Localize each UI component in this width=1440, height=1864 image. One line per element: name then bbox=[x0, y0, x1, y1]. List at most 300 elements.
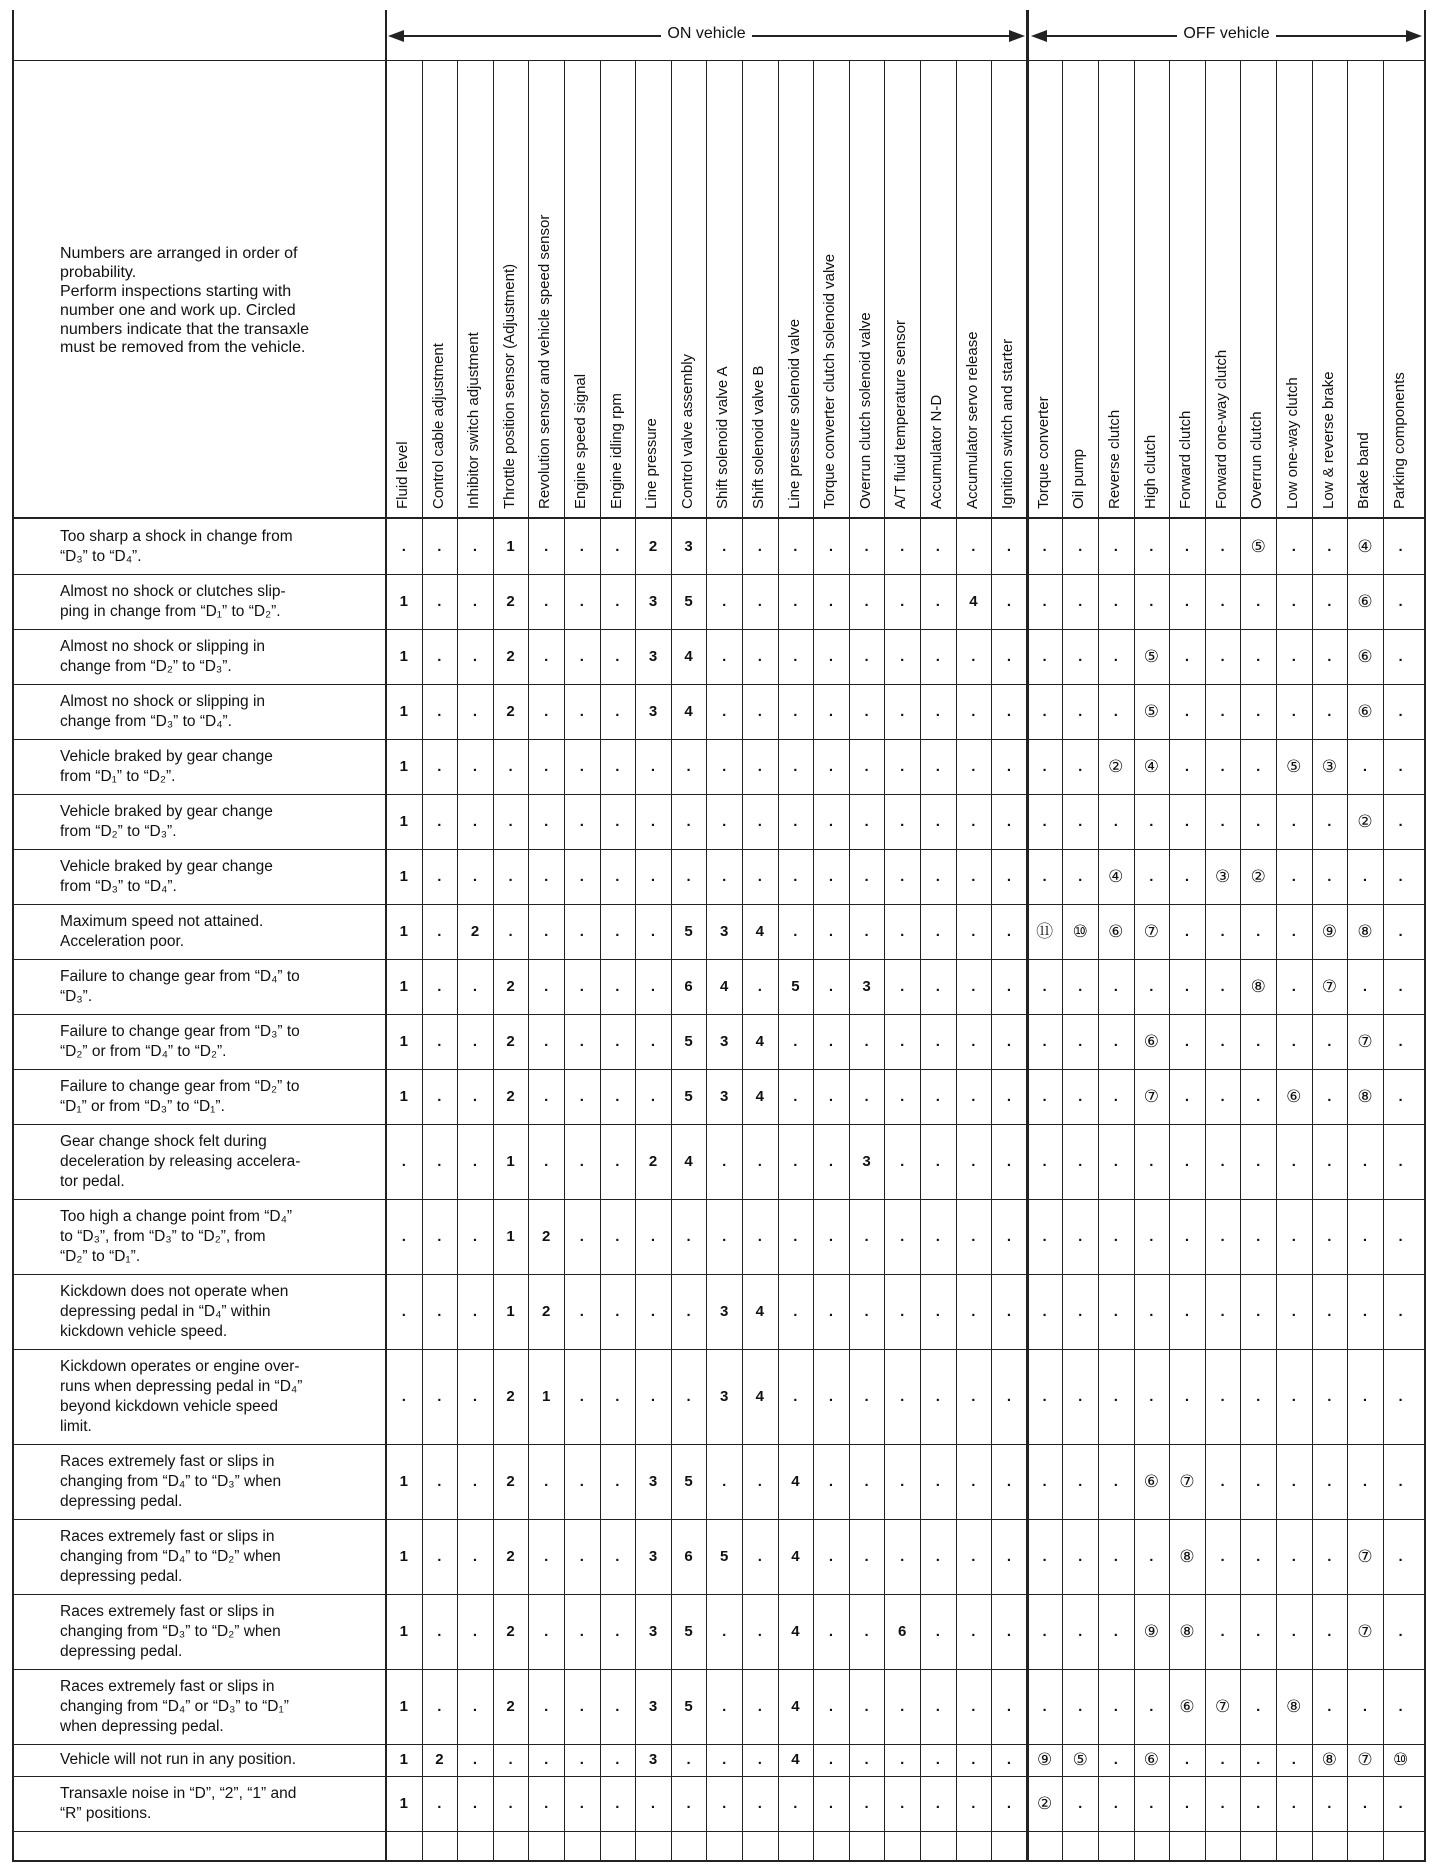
cell-value: . bbox=[900, 647, 905, 665]
cell-value: . bbox=[1113, 1547, 1118, 1565]
row-label-line: Kickdown does not operate when bbox=[60, 1282, 289, 1300]
row-label-line: “R” positions. bbox=[60, 1804, 152, 1822]
table-border-left bbox=[12, 10, 14, 1860]
cell-value: 2 bbox=[506, 1387, 515, 1405]
cell-value: ② bbox=[1108, 756, 1124, 776]
column-divider bbox=[849, 60, 850, 1860]
column-divider bbox=[813, 60, 814, 1860]
cell-value: . bbox=[1291, 1751, 1296, 1768]
cell-value: . bbox=[1113, 1472, 1118, 1490]
cell-value: . bbox=[757, 1227, 762, 1245]
cell-value: . bbox=[1078, 1472, 1083, 1490]
row-divider bbox=[12, 684, 1424, 685]
cell-value: . bbox=[437, 1087, 442, 1105]
column-header: Shift solenoid valve A bbox=[714, 366, 732, 509]
row-divider bbox=[12, 1444, 1424, 1445]
cell-value: . bbox=[472, 647, 478, 665]
column-header: Parking components bbox=[1390, 372, 1408, 509]
cell-value: . bbox=[437, 1227, 442, 1245]
cell-value: . bbox=[935, 1032, 940, 1050]
cell-value: . bbox=[472, 537, 478, 555]
cell-value: ⑩ bbox=[1392, 1750, 1409, 1769]
row-label-line: tor pedal. bbox=[60, 1172, 125, 1190]
column-header: Oil pump bbox=[1070, 448, 1088, 509]
cell-value: . bbox=[935, 1152, 940, 1170]
cell-value: ④ bbox=[1143, 756, 1160, 776]
cell-value: . bbox=[1113, 1032, 1118, 1050]
column-divider bbox=[778, 60, 779, 1860]
column-header: Control valve assembly bbox=[678, 353, 696, 509]
cell-value: . bbox=[757, 977, 762, 995]
cell-value: . bbox=[1327, 1087, 1332, 1105]
cell-value: . bbox=[472, 1152, 478, 1170]
row-label-line: Failure to change gear from “D₃” to bbox=[60, 1022, 300, 1040]
cell-value: . bbox=[401, 537, 406, 555]
cell-value: . bbox=[472, 1547, 478, 1565]
column-divider bbox=[457, 60, 458, 1860]
cell-value: . bbox=[1256, 702, 1261, 720]
cell-value: . bbox=[1184, 1152, 1190, 1170]
cell-value: 2 bbox=[506, 702, 515, 720]
cell-value: . bbox=[437, 537, 442, 555]
cell-value: 2 bbox=[435, 1751, 444, 1768]
cell-value: . bbox=[1291, 702, 1296, 720]
cell-value: . bbox=[1291, 922, 1296, 940]
column-divider bbox=[920, 60, 921, 1860]
cell-value: . bbox=[579, 757, 584, 775]
cell-value: . bbox=[615, 1032, 620, 1050]
cell-value: . bbox=[1398, 1387, 1403, 1405]
cell-value: . bbox=[1291, 812, 1296, 830]
row-label bbox=[60, 1077, 382, 1117]
cell-value: . bbox=[1256, 1547, 1261, 1565]
cell-value: . bbox=[1184, 1302, 1190, 1320]
cell-value: . bbox=[1078, 1697, 1083, 1715]
row-label-line: Almost no shock or clutches slip- bbox=[60, 582, 286, 600]
cell-value: . bbox=[1113, 812, 1118, 830]
cell-value: 4 bbox=[791, 1547, 800, 1565]
cell-value: . bbox=[971, 1087, 976, 1105]
row-divider bbox=[12, 1199, 1424, 1200]
cell-value: . bbox=[1006, 702, 1012, 720]
cell-value: . bbox=[1184, 812, 1190, 830]
cell-value: . bbox=[757, 757, 762, 775]
cell-value: 3 bbox=[648, 1547, 658, 1565]
cell-value: . bbox=[437, 1152, 442, 1170]
cell-value: . bbox=[1042, 1152, 1047, 1170]
cell-value: . bbox=[1256, 1794, 1261, 1812]
cell-value: . bbox=[1362, 1697, 1368, 1715]
column-divider bbox=[493, 60, 494, 1860]
cell-value: . bbox=[615, 922, 620, 940]
cell-value: . bbox=[1291, 1472, 1296, 1490]
cell-value: ⑤ bbox=[1072, 1750, 1088, 1769]
cell-value: . bbox=[1291, 977, 1296, 995]
cell-value: 4 bbox=[684, 1152, 693, 1170]
row-label-line: changing from “D₄” to “D₃” when bbox=[60, 1472, 282, 1490]
cell-value: . bbox=[544, 1152, 549, 1170]
cell-value: . bbox=[1078, 757, 1083, 775]
cell-value: . bbox=[971, 812, 976, 830]
cell-value: . bbox=[1184, 647, 1190, 665]
cell-value: 2 bbox=[506, 1032, 515, 1050]
cell-value: 2 bbox=[506, 1472, 515, 1490]
cell-value: . bbox=[828, 702, 834, 720]
cell-value: . bbox=[864, 647, 869, 665]
cell-value: . bbox=[472, 812, 478, 830]
cell-value: 3 bbox=[648, 1697, 658, 1715]
cell-value: 6 bbox=[898, 1622, 907, 1640]
cell-value: . bbox=[579, 1227, 584, 1245]
cell-value: . bbox=[935, 1302, 940, 1320]
cell-value: . bbox=[401, 1152, 406, 1170]
cell-value: . bbox=[1220, 812, 1225, 830]
cell-value: . bbox=[472, 1697, 478, 1715]
cell-value: 3 bbox=[648, 1751, 658, 1768]
cell-value: . bbox=[1113, 1087, 1118, 1105]
cell-value: . bbox=[1220, 1622, 1225, 1640]
cell-value: . bbox=[935, 1087, 940, 1105]
cell-value: . bbox=[864, 867, 869, 885]
cell-value: . bbox=[793, 867, 798, 885]
cell-value: ④ bbox=[1108, 866, 1124, 886]
cell-value: . bbox=[722, 702, 727, 720]
cell-value: . bbox=[1220, 1152, 1225, 1170]
cell-value: . bbox=[544, 537, 549, 555]
cell-value: 2 bbox=[648, 537, 658, 555]
cell-value: 1 bbox=[399, 1697, 408, 1715]
cell-value: . bbox=[971, 1227, 976, 1245]
cell-value: ⑥ bbox=[1357, 701, 1373, 721]
cell-value: . bbox=[437, 922, 442, 940]
cell-value: . bbox=[935, 1622, 940, 1640]
cell-value: ⑤ bbox=[1250, 536, 1266, 556]
cell-value: . bbox=[793, 1387, 798, 1405]
row-label-line: “D₂” to “D₁”. bbox=[60, 1247, 141, 1265]
cell-value: . bbox=[1149, 977, 1154, 995]
column-header: Torque converter bbox=[1034, 396, 1052, 509]
cell-value: . bbox=[793, 647, 798, 665]
cell-value: . bbox=[722, 1751, 727, 1768]
cell-value: . bbox=[1184, 1387, 1190, 1405]
cell-value: ⑥ bbox=[1357, 591, 1373, 611]
cell-value: . bbox=[1006, 1697, 1012, 1715]
row-divider bbox=[12, 574, 1424, 575]
cell-value: ⑦ bbox=[1321, 976, 1338, 996]
cell-value: . bbox=[757, 1472, 762, 1490]
row-label bbox=[60, 1784, 382, 1824]
row-divider bbox=[12, 1669, 1424, 1670]
cell-value: . bbox=[1184, 1032, 1190, 1050]
cell-value: 4 bbox=[720, 977, 729, 995]
cell-value: . bbox=[864, 1472, 869, 1490]
cell-value: . bbox=[864, 1302, 869, 1320]
column-header: Engine idling rpm bbox=[607, 393, 625, 509]
cell-value: . bbox=[1256, 812, 1261, 830]
cell-value: . bbox=[722, 757, 727, 775]
cell-value: . bbox=[935, 1794, 940, 1812]
column-header: Forward one-way clutch bbox=[1212, 349, 1230, 509]
cell-value: 3 bbox=[720, 1302, 729, 1320]
cell-value: . bbox=[544, 592, 549, 610]
cell-value: . bbox=[1327, 1794, 1332, 1812]
cell-value: . bbox=[1220, 1387, 1225, 1405]
cell-value: . bbox=[1256, 1472, 1261, 1490]
cell-value: . bbox=[1078, 1302, 1083, 1320]
cell-value: . bbox=[615, 1472, 620, 1490]
column-divider bbox=[1205, 60, 1206, 1860]
cell-value: . bbox=[1398, 647, 1403, 665]
cell-value: . bbox=[793, 702, 798, 720]
cell-value: . bbox=[1291, 1387, 1296, 1405]
column-header: Accumulator N-D bbox=[928, 394, 945, 509]
row-label-line: Vehicle braked by gear change bbox=[60, 747, 273, 765]
cell-value: ⑤ bbox=[1143, 701, 1160, 721]
cell-value: . bbox=[1042, 592, 1047, 610]
cell-value: 1 bbox=[399, 647, 408, 665]
cell-value: . bbox=[900, 812, 905, 830]
cell-value: 5 bbox=[684, 1032, 693, 1050]
column-divider bbox=[1169, 60, 1170, 1860]
cell-value: . bbox=[1398, 592, 1403, 610]
cell-value: 3 bbox=[862, 977, 871, 995]
cell-value: . bbox=[1113, 1152, 1118, 1170]
cell-value: . bbox=[1291, 1794, 1296, 1812]
cell-value: . bbox=[971, 1032, 976, 1050]
cell-value: . bbox=[1078, 702, 1083, 720]
cell-value: . bbox=[650, 812, 656, 830]
cell-value: . bbox=[900, 1472, 905, 1490]
row-divider bbox=[12, 1831, 1424, 1832]
cell-value: . bbox=[935, 1387, 940, 1405]
cell-value: . bbox=[971, 922, 976, 940]
cell-value: 2 bbox=[470, 922, 480, 940]
cell-value: . bbox=[615, 1794, 620, 1812]
column-divider bbox=[600, 60, 601, 1860]
cell-value: . bbox=[1006, 922, 1012, 940]
cell-value: . bbox=[579, 537, 584, 555]
row-label-line: Vehicle braked by gear change bbox=[60, 802, 273, 820]
cell-value: ③ bbox=[1214, 866, 1231, 886]
cell-value: . bbox=[544, 1622, 549, 1640]
cell-value: . bbox=[971, 537, 976, 555]
cell-value: . bbox=[1006, 1794, 1012, 1812]
cell-value: . bbox=[900, 592, 905, 610]
cell-value: . bbox=[900, 1032, 905, 1050]
cell-value: . bbox=[828, 1472, 834, 1490]
cell-value: . bbox=[1327, 812, 1332, 830]
row-label-line: depressing pedal. bbox=[60, 1642, 183, 1660]
cell-value: . bbox=[1327, 1032, 1332, 1050]
cell-value: 1 bbox=[399, 757, 408, 775]
cell-value: . bbox=[650, 867, 656, 885]
cell-value: . bbox=[1006, 1087, 1012, 1105]
cell-value: . bbox=[650, 922, 656, 940]
column-divider bbox=[1134, 60, 1135, 1860]
cell-value: . bbox=[1042, 757, 1047, 775]
cell-value: . bbox=[1113, 592, 1118, 610]
cell-value: . bbox=[1398, 1152, 1403, 1170]
cell-value: . bbox=[1291, 867, 1296, 885]
cell-value: . bbox=[1398, 1697, 1403, 1715]
cell-value: . bbox=[544, 1472, 549, 1490]
cell-value: . bbox=[828, 867, 834, 885]
cell-value: . bbox=[793, 1302, 798, 1320]
cell-value: ⑦ bbox=[1357, 1546, 1373, 1566]
cell-value: . bbox=[828, 1302, 834, 1320]
cell-value: . bbox=[757, 702, 762, 720]
cell-value: . bbox=[472, 702, 478, 720]
row-label bbox=[60, 1282, 382, 1342]
cell-value: 1 bbox=[399, 1087, 408, 1105]
cell-value: 1 bbox=[542, 1387, 551, 1405]
cell-value: . bbox=[1184, 702, 1190, 720]
off-vehicle-title: OFF vehicle bbox=[1177, 25, 1275, 43]
cell-value: . bbox=[686, 812, 691, 830]
cell-value: 3 bbox=[720, 1032, 729, 1050]
cell-value: 2 bbox=[506, 1087, 515, 1105]
cell-value: . bbox=[437, 702, 442, 720]
cell-value: . bbox=[1149, 1547, 1154, 1565]
cell-value: . bbox=[1184, 1751, 1190, 1768]
cell-value: . bbox=[1291, 647, 1296, 665]
cell-value: . bbox=[1113, 1227, 1118, 1245]
cell-value: ⑩ bbox=[1072, 921, 1088, 941]
cell-value: . bbox=[1256, 922, 1261, 940]
cell-value: . bbox=[900, 867, 905, 885]
cell-value: . bbox=[1256, 592, 1261, 610]
cell-value: . bbox=[1256, 1087, 1261, 1105]
cell-value: 2 bbox=[542, 1227, 551, 1245]
cell-value: . bbox=[757, 867, 762, 885]
row-label bbox=[60, 802, 382, 842]
cell-value: . bbox=[437, 867, 442, 885]
cell-value: . bbox=[437, 1794, 442, 1812]
cell-value: . bbox=[1149, 1387, 1154, 1405]
cell-value: . bbox=[579, 1751, 584, 1768]
cell-value: . bbox=[1362, 1302, 1368, 1320]
cell-value: . bbox=[1042, 1032, 1047, 1050]
column-header: Control cable adjustment bbox=[429, 343, 447, 509]
row-label-line: deceleration by releasing accelera- bbox=[60, 1152, 301, 1170]
intro-note bbox=[60, 245, 380, 358]
cell-value: ⑦ bbox=[1357, 1031, 1373, 1051]
row-label-line: Races extremely fast or slips in bbox=[60, 1677, 275, 1695]
cell-value: . bbox=[1006, 812, 1012, 830]
row-label-line: change from “D₂” to “D₃”. bbox=[60, 657, 232, 675]
cell-value: . bbox=[1398, 1472, 1403, 1490]
cell-value: . bbox=[615, 537, 620, 555]
cell-value: ⑦ bbox=[1143, 921, 1160, 941]
cell-value: . bbox=[864, 1387, 869, 1405]
column-header: Overrun clutch bbox=[1248, 411, 1266, 509]
row-label-line: Too sharp a shock in change from bbox=[60, 527, 293, 545]
cell-value: . bbox=[437, 1472, 442, 1490]
row-label-line: Races extremely fast or slips in bbox=[60, 1452, 275, 1470]
column-header: Low one-way clutch bbox=[1284, 377, 1301, 509]
cell-value: . bbox=[935, 1227, 940, 1245]
cell-value: . bbox=[1042, 647, 1047, 665]
cell-value: . bbox=[615, 977, 620, 995]
cell-value: . bbox=[1220, 1547, 1225, 1565]
row-label bbox=[60, 692, 382, 732]
cell-value: . bbox=[1042, 1387, 1047, 1405]
cell-value: . bbox=[1042, 702, 1047, 720]
cell-value: . bbox=[544, 1697, 549, 1715]
row-divider bbox=[12, 849, 1424, 850]
column-header: Torque converter clutch solenoid valve bbox=[821, 253, 839, 509]
cell-value: . bbox=[615, 1697, 620, 1715]
cell-value: 4 bbox=[755, 1032, 764, 1050]
off-vehicle-arrow-left bbox=[1031, 30, 1047, 42]
cell-value: . bbox=[579, 1302, 584, 1320]
cell-value: . bbox=[864, 812, 869, 830]
cell-value: . bbox=[757, 1152, 762, 1170]
cell-value: . bbox=[437, 1032, 442, 1050]
cell-value: . bbox=[1006, 1751, 1012, 1768]
cell-value: . bbox=[544, 977, 549, 995]
cell-value: ⑦ bbox=[1357, 1621, 1373, 1641]
cell-value: . bbox=[1113, 1387, 1118, 1405]
cell-value: . bbox=[1006, 1302, 1012, 1320]
cell-value: . bbox=[1256, 1622, 1261, 1640]
cell-value: . bbox=[1184, 867, 1190, 885]
cell-value: 4 bbox=[755, 1302, 764, 1320]
cell-value: . bbox=[437, 1302, 442, 1320]
cell-value: . bbox=[1327, 1302, 1332, 1320]
cell-value: . bbox=[828, 977, 834, 995]
row-label-line: Almost no shock or slipping in bbox=[60, 637, 266, 655]
cell-value: . bbox=[472, 1794, 478, 1812]
cell-value: 1 bbox=[399, 1547, 408, 1565]
cell-value: ⑧ bbox=[1321, 1750, 1338, 1769]
cell-value: . bbox=[1042, 977, 1047, 995]
cell-value: . bbox=[935, 922, 940, 940]
cell-value: 5 bbox=[720, 1547, 729, 1565]
cell-value: 3 bbox=[648, 647, 658, 665]
cell-value: . bbox=[544, 922, 549, 940]
cell-value: 1 bbox=[399, 1472, 408, 1490]
column-divider bbox=[1062, 60, 1063, 1860]
cell-value: . bbox=[1006, 867, 1012, 885]
row-label-line: changing from “D₄” or “D₃” to “D₁” bbox=[60, 1697, 289, 1715]
row-label-line: limit. bbox=[60, 1417, 92, 1435]
row-label bbox=[60, 857, 382, 897]
cell-value: . bbox=[1042, 867, 1047, 885]
cell-value: 4 bbox=[791, 1751, 800, 1768]
cell-value: . bbox=[1220, 647, 1225, 665]
cell-value: . bbox=[1398, 1227, 1403, 1245]
column-divider bbox=[1383, 60, 1384, 1860]
cell-value: . bbox=[793, 1227, 798, 1245]
cell-value: 4 bbox=[791, 1697, 800, 1715]
cell-value: . bbox=[900, 537, 905, 555]
cell-value: 3 bbox=[648, 592, 658, 610]
cell-value: . bbox=[650, 977, 656, 995]
cell-value: 2 bbox=[506, 977, 515, 995]
cell-value: . bbox=[900, 1697, 905, 1715]
cell-value: . bbox=[579, 922, 584, 940]
cell-value: . bbox=[1327, 1697, 1332, 1715]
row-label-line: “D₃” to “D₄”. bbox=[60, 547, 142, 565]
cell-value: . bbox=[935, 647, 940, 665]
cell-value: . bbox=[935, 977, 940, 995]
cell-value: . bbox=[1113, 1794, 1118, 1812]
cell-value: ⑥ bbox=[1143, 1750, 1160, 1769]
cell-value: . bbox=[1042, 1302, 1047, 1320]
on-vehicle-arrow-left bbox=[388, 30, 404, 42]
column-header: Line pressure solenoid valve bbox=[785, 318, 803, 509]
